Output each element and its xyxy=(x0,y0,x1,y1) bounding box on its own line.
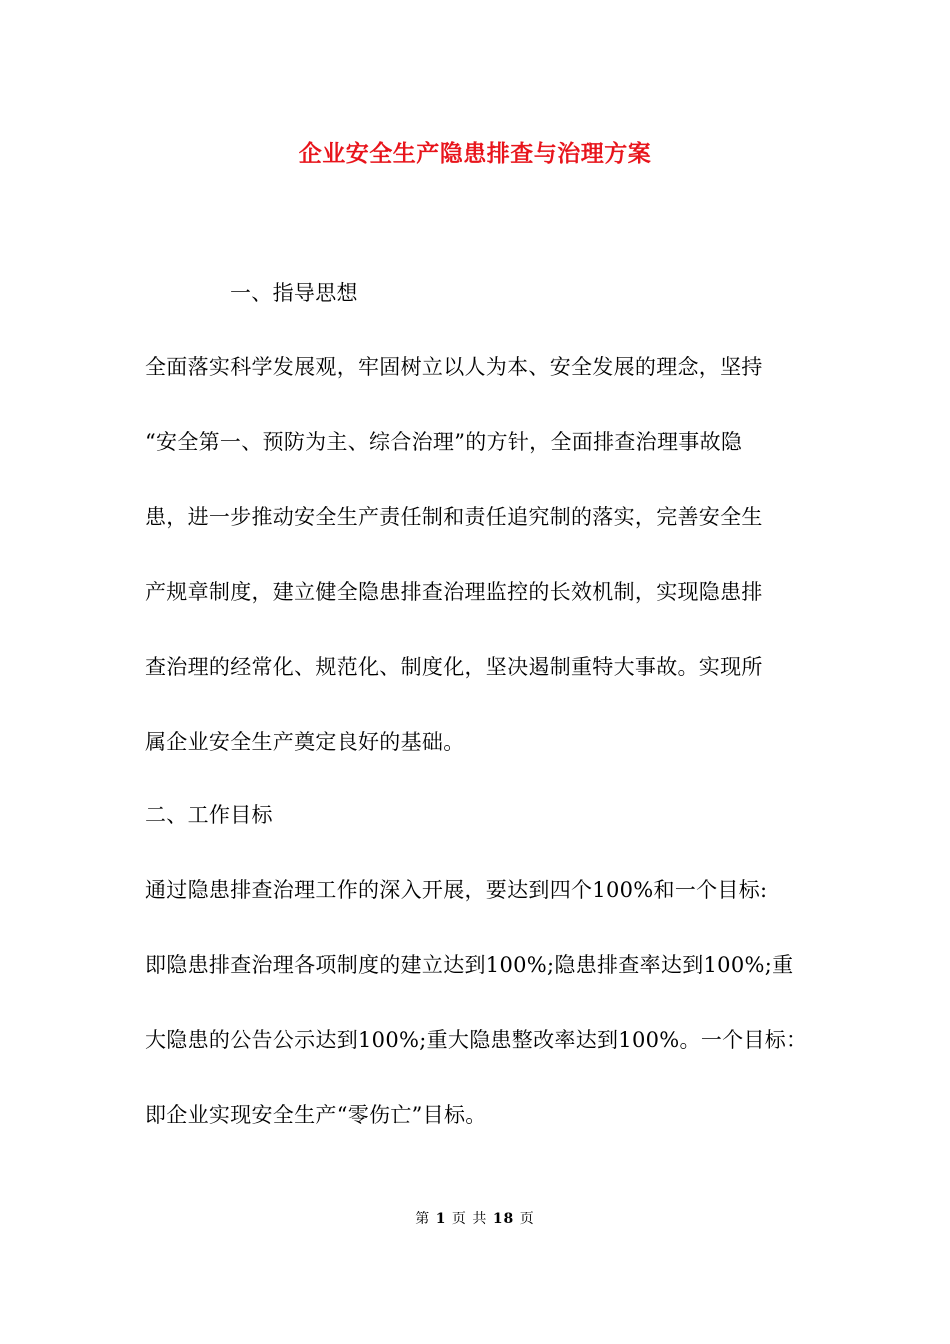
paragraph-line: 患，进一步推动安全生产责任制和责任追究制的落实，完善安全生 xyxy=(145,505,763,529)
footer-current-page: 1 xyxy=(435,1211,447,1227)
paragraph-line: 产规章制度，建立健全隐患排查治理监控的长效机制，实现隐患排 xyxy=(145,580,763,604)
document-title: 企业安全生产隐患排查与治理方案 xyxy=(298,140,652,167)
paragraph-line: “安全第一、预防为主、综合治理”的方针，全面排查治理事故隐 xyxy=(145,430,743,454)
page-footer xyxy=(0,1209,950,1229)
paragraph-line: 即企业实现安全生产“零伤亡”目标。 xyxy=(145,1103,487,1127)
footer-total-pages: 18 xyxy=(492,1211,515,1227)
paragraph-line: 即隐患排查治理各项制度的建立达到100%;隐患排查率达到100%;重 xyxy=(145,953,794,977)
footer-middle: 页 共 xyxy=(451,1211,488,1227)
paragraph-line: 大隐患的公告公示达到100%;重大隐患整改率达到100%。一个目标： xyxy=(145,1028,808,1052)
paragraph-line: 查治理的经常化、规范化、制度化，坚决遏制重特大事故。实现所 xyxy=(145,655,763,679)
section-heading-work-goals: 二、工作目标 xyxy=(145,803,273,827)
footer-suffix: 页 xyxy=(519,1211,535,1227)
paragraph-line: 属企业安全生产奠定良好的基础。 xyxy=(145,730,465,754)
footer-prefix: 第 xyxy=(415,1211,431,1227)
paragraph-line: 全面落实科学发展观，牢固树立以人为本、安全发展的理念，坚持 xyxy=(145,355,763,379)
section-heading-guiding-thought: 一、指导思想 xyxy=(230,281,358,305)
paragraph-line: 通过隐患排查治理工作的深入开展，要达到四个100%和一个目标: xyxy=(145,878,768,902)
